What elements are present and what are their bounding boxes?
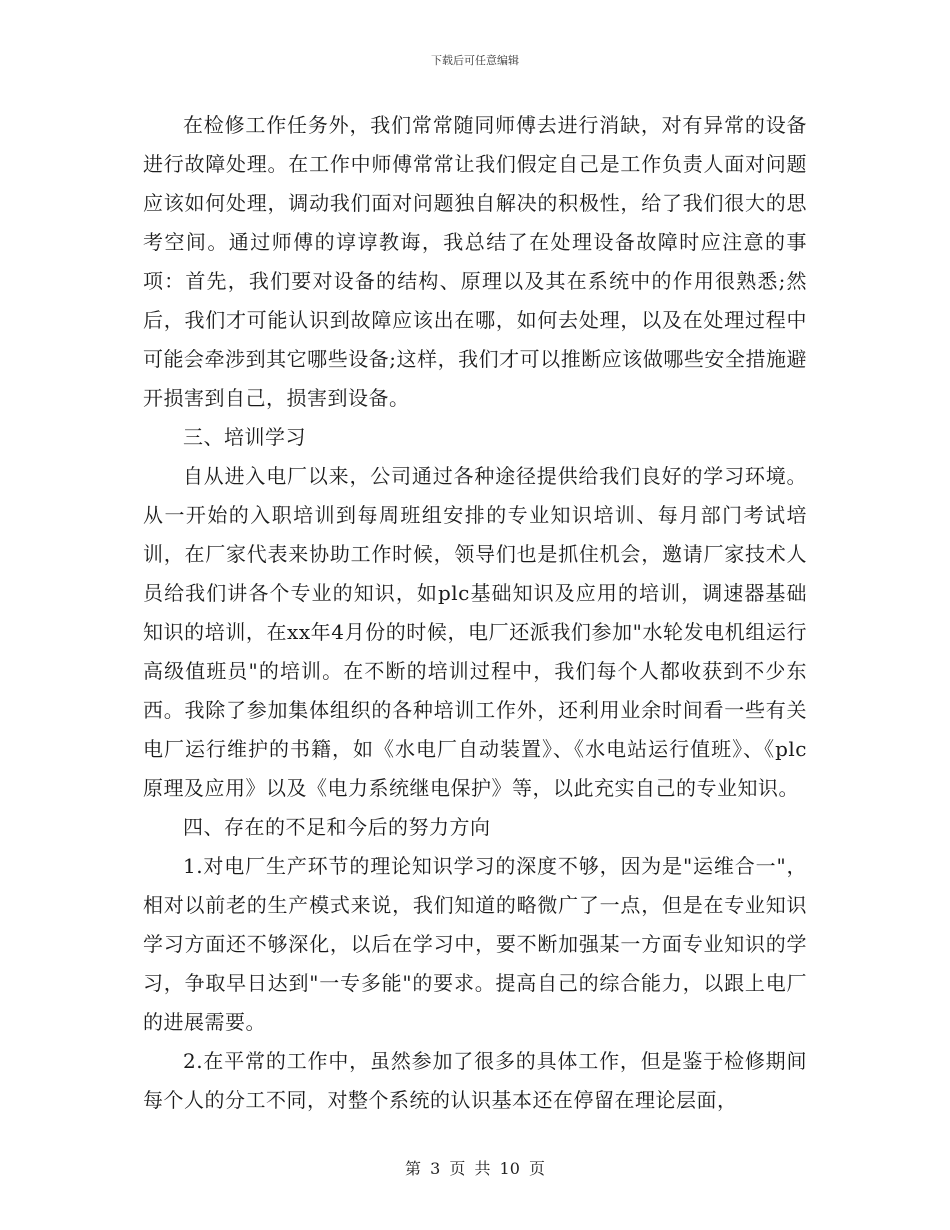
paragraph-shortcoming-2: 2.在平常的工作中，虽然参加了很多的具体工作，但是鉴于检修期间每个人的分工不同，对整个系统的认识基本还在停留在理论层面，: [143, 1049, 807, 1112]
page-header: 下载后可任意编辑: [431, 54, 519, 67]
paragraph-shortcoming-1: 1.对电厂生产环节的理论知识学习的深度不够，因为是"运维合一"，相对以前老的生产模式来说，我们知道的略微广了一点，但是在专业知识学习方面还不够深化，以后在学习中，要不断加强某一方面专业知识的学习，争取早日达到"一专多能"的要求。提高自己的综合能力，以跟上电厂的进展需要。: [143, 854, 807, 1034]
document-body: [143, 106, 807, 1120]
page-number: 第 3 页 共 10 页: [405, 1159, 545, 1178]
paragraph-training: 自从进入电厂以来，公司通过各种途径提供给我们良好的学习环境。从一开始的入职培训到每周班组安排的专业知识培训、每月部门考试培训，在厂家代表来协助工作时候，领导们也是抓住机会，邀请厂家技术人员给我们讲各个专业的知识，如plc基础知识及应用的培训，调速器基础知识的培训，在xx年4月份的时候，电厂还派我们参加"水轮发电机组运行高级值班员"的培训。在不断的培训过程中，我们每个人都收获到不少东西。我除了参加集体组织的各种培训工作外，还利用业余时间看一些有关电厂运行维护的书籍，如《水电厂自动装置》、《水电站运行值班》、《plc原理及应用》以及《电力系统继电保护》等，以此充实自己的专业知识。: [143, 464, 807, 800]
section-heading-shortcomings: 四、存在的不足和今后的努力方向: [183, 815, 491, 839]
section-heading-training: 三、培训学习: [183, 425, 306, 449]
paragraph-fault-handling: 在检修工作任务外，我们常常随同师傅去进行消缺，对有异常的设备进行故障处理。在工作中师傅常常让我们假定自己是工作负责人面对问题应该如何处理，调动我们面对问题独自解决的积极性，给了我们很大的思考空间。通过师傅的谆谆教诲，我总结了在处理设备故障时应注意的事项：首先，我们要对设备的结构、原理以及其在系统中的作用很熟悉;然后，我们才可能认识到故障应该出在哪，如何去处理，以及在处理过程中可能会牵涉到其它哪些设备;这样，我们才可以推断应该做哪些安全措施避开损害到自己，损害到设备。: [143, 113, 807, 410]
